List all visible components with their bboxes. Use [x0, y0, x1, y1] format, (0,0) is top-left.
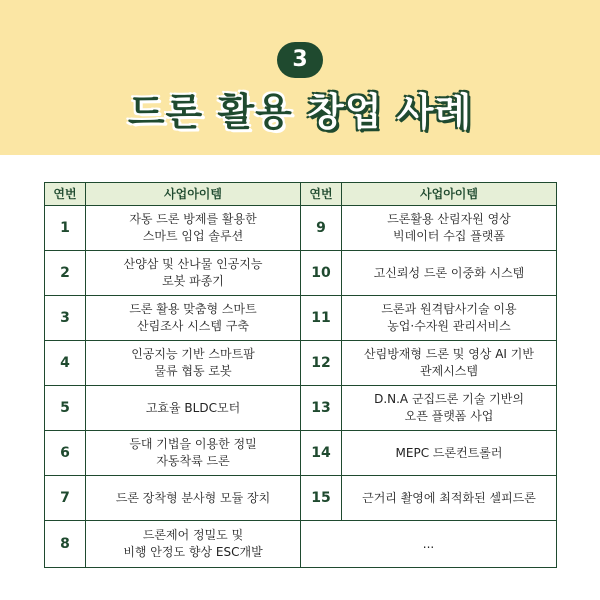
table-row — [45, 386, 557, 431]
table-row — [45, 341, 557, 386]
business-item: 근거리 촬영에 최적화된 셀피드론 — [342, 476, 557, 521]
business-item: 드론활용 산림자원 영상 빅데이터 수집 플랫폼 — [342, 206, 557, 251]
row-number: 5 — [45, 386, 86, 431]
business-item: 산림방재형 드론 및 영상 AI 기반 관제시스템 — [342, 341, 557, 386]
business-item: 드론 장착형 분사형 모듈 장치 — [86, 476, 301, 521]
row-number: 12 — [301, 341, 342, 386]
business-item: 등대 기법을 이용한 정밀 자동착륙 드론 — [86, 431, 301, 476]
row-number: 8 — [45, 521, 86, 568]
continuation-ellipsis: ... — [301, 521, 557, 568]
business-item: 드론과 원격탐사기술 이용 농업·수자원 관리서비스 — [342, 296, 557, 341]
row-number: 13 — [301, 386, 342, 431]
row-number: 11 — [301, 296, 342, 341]
row-number: 6 — [45, 431, 86, 476]
row-number: 15 — [301, 476, 342, 521]
page-title — [0, 87, 600, 137]
title-part-2: 창업 사례 — [307, 90, 473, 134]
table-row — [45, 476, 557, 521]
header-banner — [0, 0, 600, 155]
business-item: D.N.A 군집드론 기술 기반의 오픈 플랫폼 사업 — [342, 386, 557, 431]
header-cell-item-left: 사업아이템 — [86, 183, 301, 206]
startup-cases-table — [44, 182, 557, 568]
table-row — [45, 251, 557, 296]
row-number: 14 — [301, 431, 342, 476]
business-item: MEPC 드론컨트롤러 — [342, 431, 557, 476]
table-row — [45, 296, 557, 341]
row-number: 7 — [45, 476, 86, 521]
business-item: 드론 활용 맞춤형 스마트 산림조사 시스템 구축 — [86, 296, 301, 341]
business-item: 산양삼 및 산나물 인공지능 로봇 파종기 — [86, 251, 301, 296]
row-number: 4 — [45, 341, 86, 386]
business-item: 인공지능 기반 스마트팜 물류 협동 로봇 — [86, 341, 301, 386]
table-row — [45, 431, 557, 476]
row-number: 1 — [45, 206, 86, 251]
business-item: 드론제어 정밀도 및 비행 안정도 향상 ESC개발 — [86, 521, 301, 568]
business-item: 고효율 BLDC모터 — [86, 386, 301, 431]
row-number: 10 — [301, 251, 342, 296]
table-row — [45, 206, 557, 251]
table-row — [45, 521, 557, 568]
row-number: 3 — [45, 296, 86, 341]
header-cell-number-right: 연번 — [301, 183, 342, 206]
header-cell-number-left: 연번 — [45, 183, 86, 206]
row-number: 2 — [45, 251, 86, 296]
business-item: 고신뢰성 드론 이중화 시스템 — [342, 251, 557, 296]
title-part-1: 드론 활용 — [127, 90, 293, 134]
row-number: 9 — [301, 206, 342, 251]
section-number-badge: 3 — [277, 42, 323, 78]
business-item: 자동 드론 방제를 활용한 스마트 임업 솔루션 — [86, 206, 301, 251]
table-header-row — [45, 183, 557, 206]
header-cell-item-right: 사업아이템 — [342, 183, 557, 206]
